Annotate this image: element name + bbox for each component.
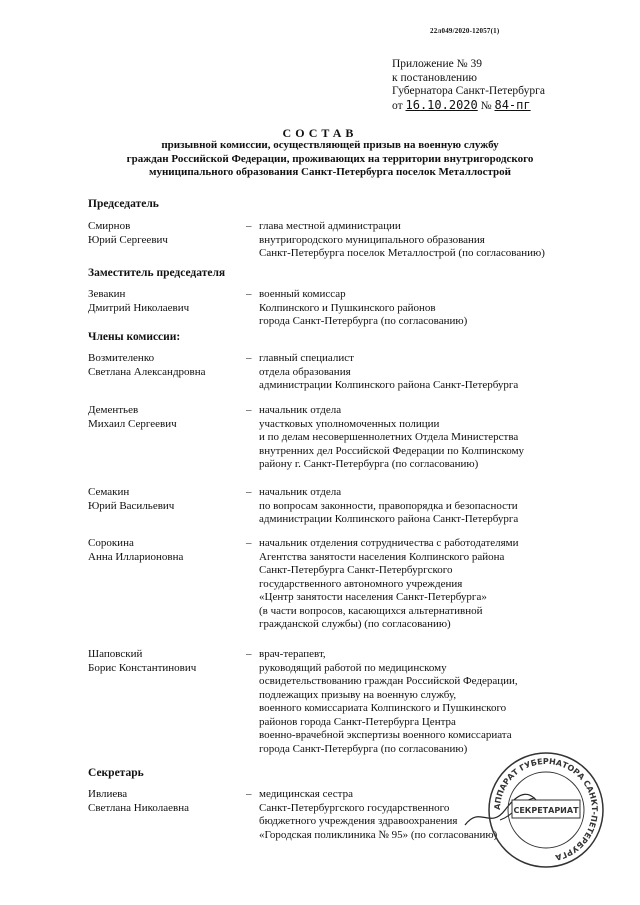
role-line: руководящий работой по медицинскому — [259, 661, 447, 674]
role-line: освидетельствованию граждан Российской Федерации, — [259, 675, 518, 687]
role-line: «Центр занятости населения Санкт-Петербурга» — [259, 591, 487, 603]
role-line: внутригородского муниципального образования — [259, 233, 485, 246]
role-line: врач-терапевт, — [259, 648, 326, 660]
dash: – — [246, 648, 252, 660]
subtitle-line: муниципального образования Санкт-Петербурга поселок Металлострой — [148, 166, 512, 178]
dash: – — [246, 788, 252, 800]
person-role — [259, 220, 619, 261]
person-name: Шаповский Борис Константинович — [88, 648, 197, 674]
person-role — [259, 486, 619, 527]
role-line: начальник отдела — [259, 486, 342, 498]
subtitle-line: призывной комиссии, осуществляющей призыв на военную службу — [161, 139, 499, 151]
role-line: города Санкт-Петербурга (по согласованию) — [259, 742, 468, 755]
appendix-date-line — [392, 99, 545, 114]
role-line: начальник отдела — [259, 404, 342, 416]
person-role — [259, 288, 619, 329]
role-line: районов города Санкт-Петербурга Центра — [259, 715, 456, 728]
dash: – — [246, 220, 252, 232]
person-name: Дементьев Михаил Сергеевич — [88, 404, 177, 430]
dash: – — [246, 537, 252, 549]
role-line: глава местной администрации — [259, 220, 401, 232]
role-line: Колпинского и Пушкинского районов — [259, 301, 436, 314]
role-line: города Санкт-Петербурга (по согласованию) — [259, 315, 468, 327]
person-name: Зевакин Дмитрий Николаевич — [88, 288, 190, 314]
role-line: отдела образования — [259, 365, 351, 378]
role-line: военный комиссар — [259, 288, 346, 300]
role-line: внутренних дел Российской Федерации по Колпинскому — [259, 444, 525, 457]
date-value: 16.10.2020 — [405, 97, 478, 112]
person-role — [259, 352, 619, 393]
role-line: (в части вопросов, касающихся альтернативной — [259, 604, 483, 617]
dash: – — [246, 352, 252, 364]
role-line: начальник отделения сотрудничества с работодателями — [259, 537, 519, 549]
person-name: Ивлиева Светлана Николаевна — [88, 788, 189, 814]
person-name: Семакин Юрий Васильевич — [88, 486, 175, 512]
role-line: медицинская сестра — [259, 788, 353, 800]
section-secretary: Секретарь — [88, 767, 144, 779]
role-line: Агентства занятости населения Колпинского района — [259, 550, 505, 563]
person-role — [259, 404, 619, 472]
role-line: главный специалист — [259, 352, 354, 364]
role-line: «Городская поликлиника № 95» (по согласованию) — [259, 828, 498, 841]
dash: – — [246, 486, 252, 498]
role-line: гражданской службы) (по согласованию) — [259, 618, 451, 630]
section-deputy: Заместитель председателя — [88, 267, 226, 279]
role-line: подлежащих призыву на военную службу, — [259, 688, 457, 701]
role-line: администрации Колпинского района Санкт-Петербурга — [259, 379, 519, 391]
date-prefix: от — [392, 99, 403, 112]
role-line: участковых уполномоченных полиции — [259, 417, 440, 430]
person-name: Сорокина Анна Илларионовна — [88, 537, 184, 563]
role-line: администрации Колпинского района Санкт-Петербурга — [259, 513, 519, 525]
number-prefix: № — [480, 99, 492, 112]
person-name: Возмителенко Светлана Александровна — [88, 352, 206, 378]
number-value: 84-пг — [494, 97, 531, 112]
role-line: Санкт-Петербургского государственного — [259, 801, 450, 814]
role-line: военно-врачебной экспертизы военного комиссариата — [259, 729, 512, 741]
appendix-line-1: Приложение № 39 — [392, 58, 482, 70]
document-subtitle — [60, 139, 600, 180]
person-role — [259, 648, 619, 756]
stamp-center-text: СЕКРЕТАРИАТ — [513, 806, 579, 815]
dash: – — [246, 288, 252, 300]
appendix-line-3: Губернатора Санкт-Петербурга — [392, 85, 545, 97]
document-title: СОСТАВ — [282, 126, 358, 140]
official-stamp-icon — [486, 750, 606, 870]
role-line: Санкт-Петербурга поселок Металлострой (по согласованию) — [259, 247, 545, 259]
role-line: и по делам несовершеннолетних Отдела Министерства — [259, 431, 519, 443]
appendix-line-2: к постановлению — [392, 71, 477, 84]
person-name: Смирнов Юрий Сергеевич — [88, 220, 168, 246]
person-role — [259, 537, 619, 632]
role-line: военного комиссариата Колпинского и Пушкинского — [259, 702, 507, 714]
appendix-block — [392, 58, 545, 113]
role-line: по вопросам законности, правопорядка и безопасности — [259, 499, 518, 512]
role-line: Санкт-Петербурга Санкт-Петербургского — [259, 564, 453, 576]
dash: – — [246, 404, 252, 416]
section-members: Члены комиссии: — [88, 331, 181, 343]
role-line: району г. Санкт-Петербурга (по согласованию) — [259, 458, 479, 470]
role-line: бюджетного учреждения здравоохранения — [259, 815, 458, 827]
subtitle-line: граждан Российской Федерации, проживающих на территории внутригородского — [126, 152, 534, 165]
section-chair: Председатель — [88, 198, 159, 210]
document-registration-number: 22л049/2020-12057(1) — [430, 27, 500, 35]
stamp-ring-text: АППАРАТ ГУБЕРНАТОРА САНКТ-ПЕТЕРБУРГА — [492, 756, 600, 863]
role-line: государственного автономного учреждения — [259, 577, 463, 590]
